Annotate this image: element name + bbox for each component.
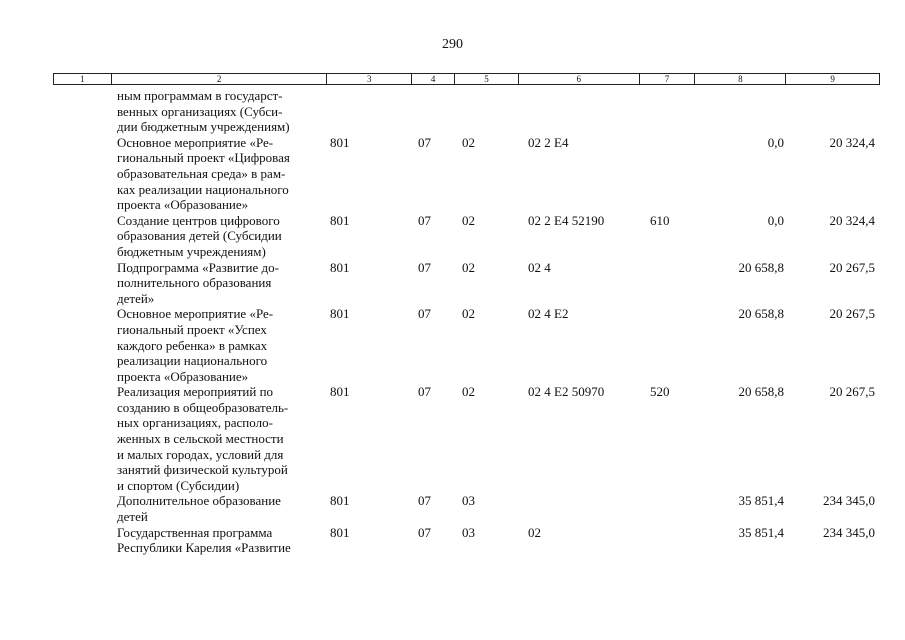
cell-column-3: 801 [330, 259, 350, 275]
column-header-4: 4 [412, 74, 455, 84]
row-description [117, 493, 327, 524]
cell-column-5: 03 [462, 524, 475, 540]
description-line: гиональный проект «Успех [117, 321, 267, 337]
description-line: проекта «Образование» [117, 368, 249, 384]
description-line: реализации национального [117, 353, 268, 369]
cell-column-9: 20 267,5 [829, 259, 875, 275]
cell-column-8: 20 658,8 [738, 259, 784, 275]
description-line: полнительного образования [117, 275, 272, 291]
description-line: и спортом (Субсидии) [117, 477, 240, 493]
column-header-2: 2 [112, 74, 327, 84]
cell-column-5: 02 [462, 384, 475, 400]
description-line: Подпрограмма «Развитие до- [117, 259, 279, 275]
cell-column-4: 07 [418, 212, 431, 228]
column-header-5: 5 [455, 74, 519, 84]
description-line: детей [117, 509, 148, 525]
page-number: 290 [442, 37, 463, 52]
cell-column-9: 234 345,0 [823, 493, 875, 509]
description-line: гиональный проект «Цифровая [117, 150, 290, 166]
row-description [117, 260, 327, 307]
table-row [0, 493, 905, 524]
cell-column-5: 02 [462, 306, 475, 322]
cell-column-6: 02 4 E2 [528, 306, 569, 322]
column-header-8: 8 [695, 74, 786, 84]
column-header-6: 6 [519, 74, 640, 84]
column-header-1: 1 [54, 74, 112, 84]
table-row [0, 260, 905, 307]
cell-column-6: 02 4 [528, 259, 551, 275]
cell-column-8: 20 658,8 [738, 384, 784, 400]
cell-column-3: 801 [330, 134, 350, 150]
cell-column-8: 35 851,4 [738, 524, 784, 540]
cell-column-3: 801 [330, 306, 350, 322]
description-line: детей» [117, 290, 155, 306]
cell-column-4: 07 [418, 306, 431, 322]
column-header-3: 3 [327, 74, 412, 84]
cell-column-5: 02 [462, 212, 475, 228]
description-line: Основное мероприятие «Ре- [117, 306, 274, 322]
table-header-row [53, 73, 880, 85]
description-line: ным программам в государст- [117, 88, 283, 103]
table-row [0, 135, 905, 213]
description-line: Дополнительное образование [117, 493, 281, 509]
table-row [0, 213, 905, 260]
description-line: женных в сельской местности [117, 431, 284, 447]
row-description [117, 384, 327, 493]
cell-column-4: 07 [418, 524, 431, 540]
table-row [0, 384, 905, 493]
description-line: проекта «Образование» [117, 197, 249, 213]
description-line: образования детей (Субсидии [117, 228, 282, 244]
cell-column-8: 35 851,4 [738, 493, 784, 509]
row-description [117, 213, 327, 260]
column-header-9: 9 [830, 74, 835, 84]
cell-column-6: 02 [528, 524, 541, 540]
cell-column-6: 02 2 E4 52190 [528, 212, 605, 228]
description-line: ках реализации национального [117, 181, 289, 197]
description-line: бюджетным учреждениям) [117, 243, 266, 259]
row-description [117, 88, 327, 135]
description-line: образовательная среда» в рам- [117, 165, 286, 181]
table-body [0, 88, 905, 556]
description-line: ных организациях, располо- [117, 415, 273, 431]
cell-column-5: 02 [462, 134, 475, 150]
cell-column-4: 07 [418, 384, 431, 400]
cell-column-3: 801 [330, 493, 350, 509]
description-line: дии бюджетным учреждениям) [117, 119, 290, 135]
description-line: Республики Карелия «Развитие [117, 540, 291, 556]
cell-column-9: 20 267,5 [829, 384, 875, 400]
description-line: каждого ребенка» в рамках [117, 337, 268, 353]
cell-column-5: 03 [462, 493, 475, 509]
cell-column-9: 20 267,5 [829, 306, 875, 322]
cell-column-7: 610 [650, 212, 670, 228]
table-row [0, 306, 905, 384]
row-description [117, 525, 327, 556]
cell-column-4: 07 [418, 259, 431, 275]
description-line: и малых городах, условий для [117, 446, 284, 462]
description-line: Реализация мероприятий по [117, 384, 274, 400]
cell-column-5: 02 [462, 259, 475, 275]
cell-column-3: 801 [330, 384, 350, 400]
row-description [117, 135, 327, 213]
cell-column-9: 20 324,4 [829, 134, 875, 150]
description-line: венных организациях (Субси- [117, 103, 283, 119]
cell-column-8: 20 658,8 [738, 306, 784, 322]
cell-column-7: 520 [650, 384, 670, 400]
row-description [117, 306, 327, 384]
cell-column-6: 02 2 E4 [528, 134, 569, 150]
description-line: созданию в общеобразователь- [117, 399, 289, 415]
table-row [0, 525, 905, 556]
cell-column-3: 801 [330, 212, 350, 228]
cell-column-9: 20 324,4 [829, 212, 875, 228]
cell-column-4: 07 [418, 134, 431, 150]
description-line: занятий физической культурой [117, 462, 288, 478]
cell-column-8: 0,0 [767, 212, 784, 228]
description-line: Основное мероприятие «Ре- [117, 134, 274, 150]
column-header-7: 7 [640, 74, 696, 84]
cell-column-6: 02 4 E2 50970 [528, 384, 605, 400]
description-line: Государственная программа [117, 524, 273, 540]
cell-column-4: 07 [418, 493, 431, 509]
cell-column-3: 801 [330, 524, 350, 540]
table-row [0, 88, 905, 135]
cell-column-9: 234 345,0 [823, 524, 875, 540]
description-line: Создание центров цифрового [117, 212, 280, 228]
cell-column-8: 0,0 [767, 134, 784, 150]
